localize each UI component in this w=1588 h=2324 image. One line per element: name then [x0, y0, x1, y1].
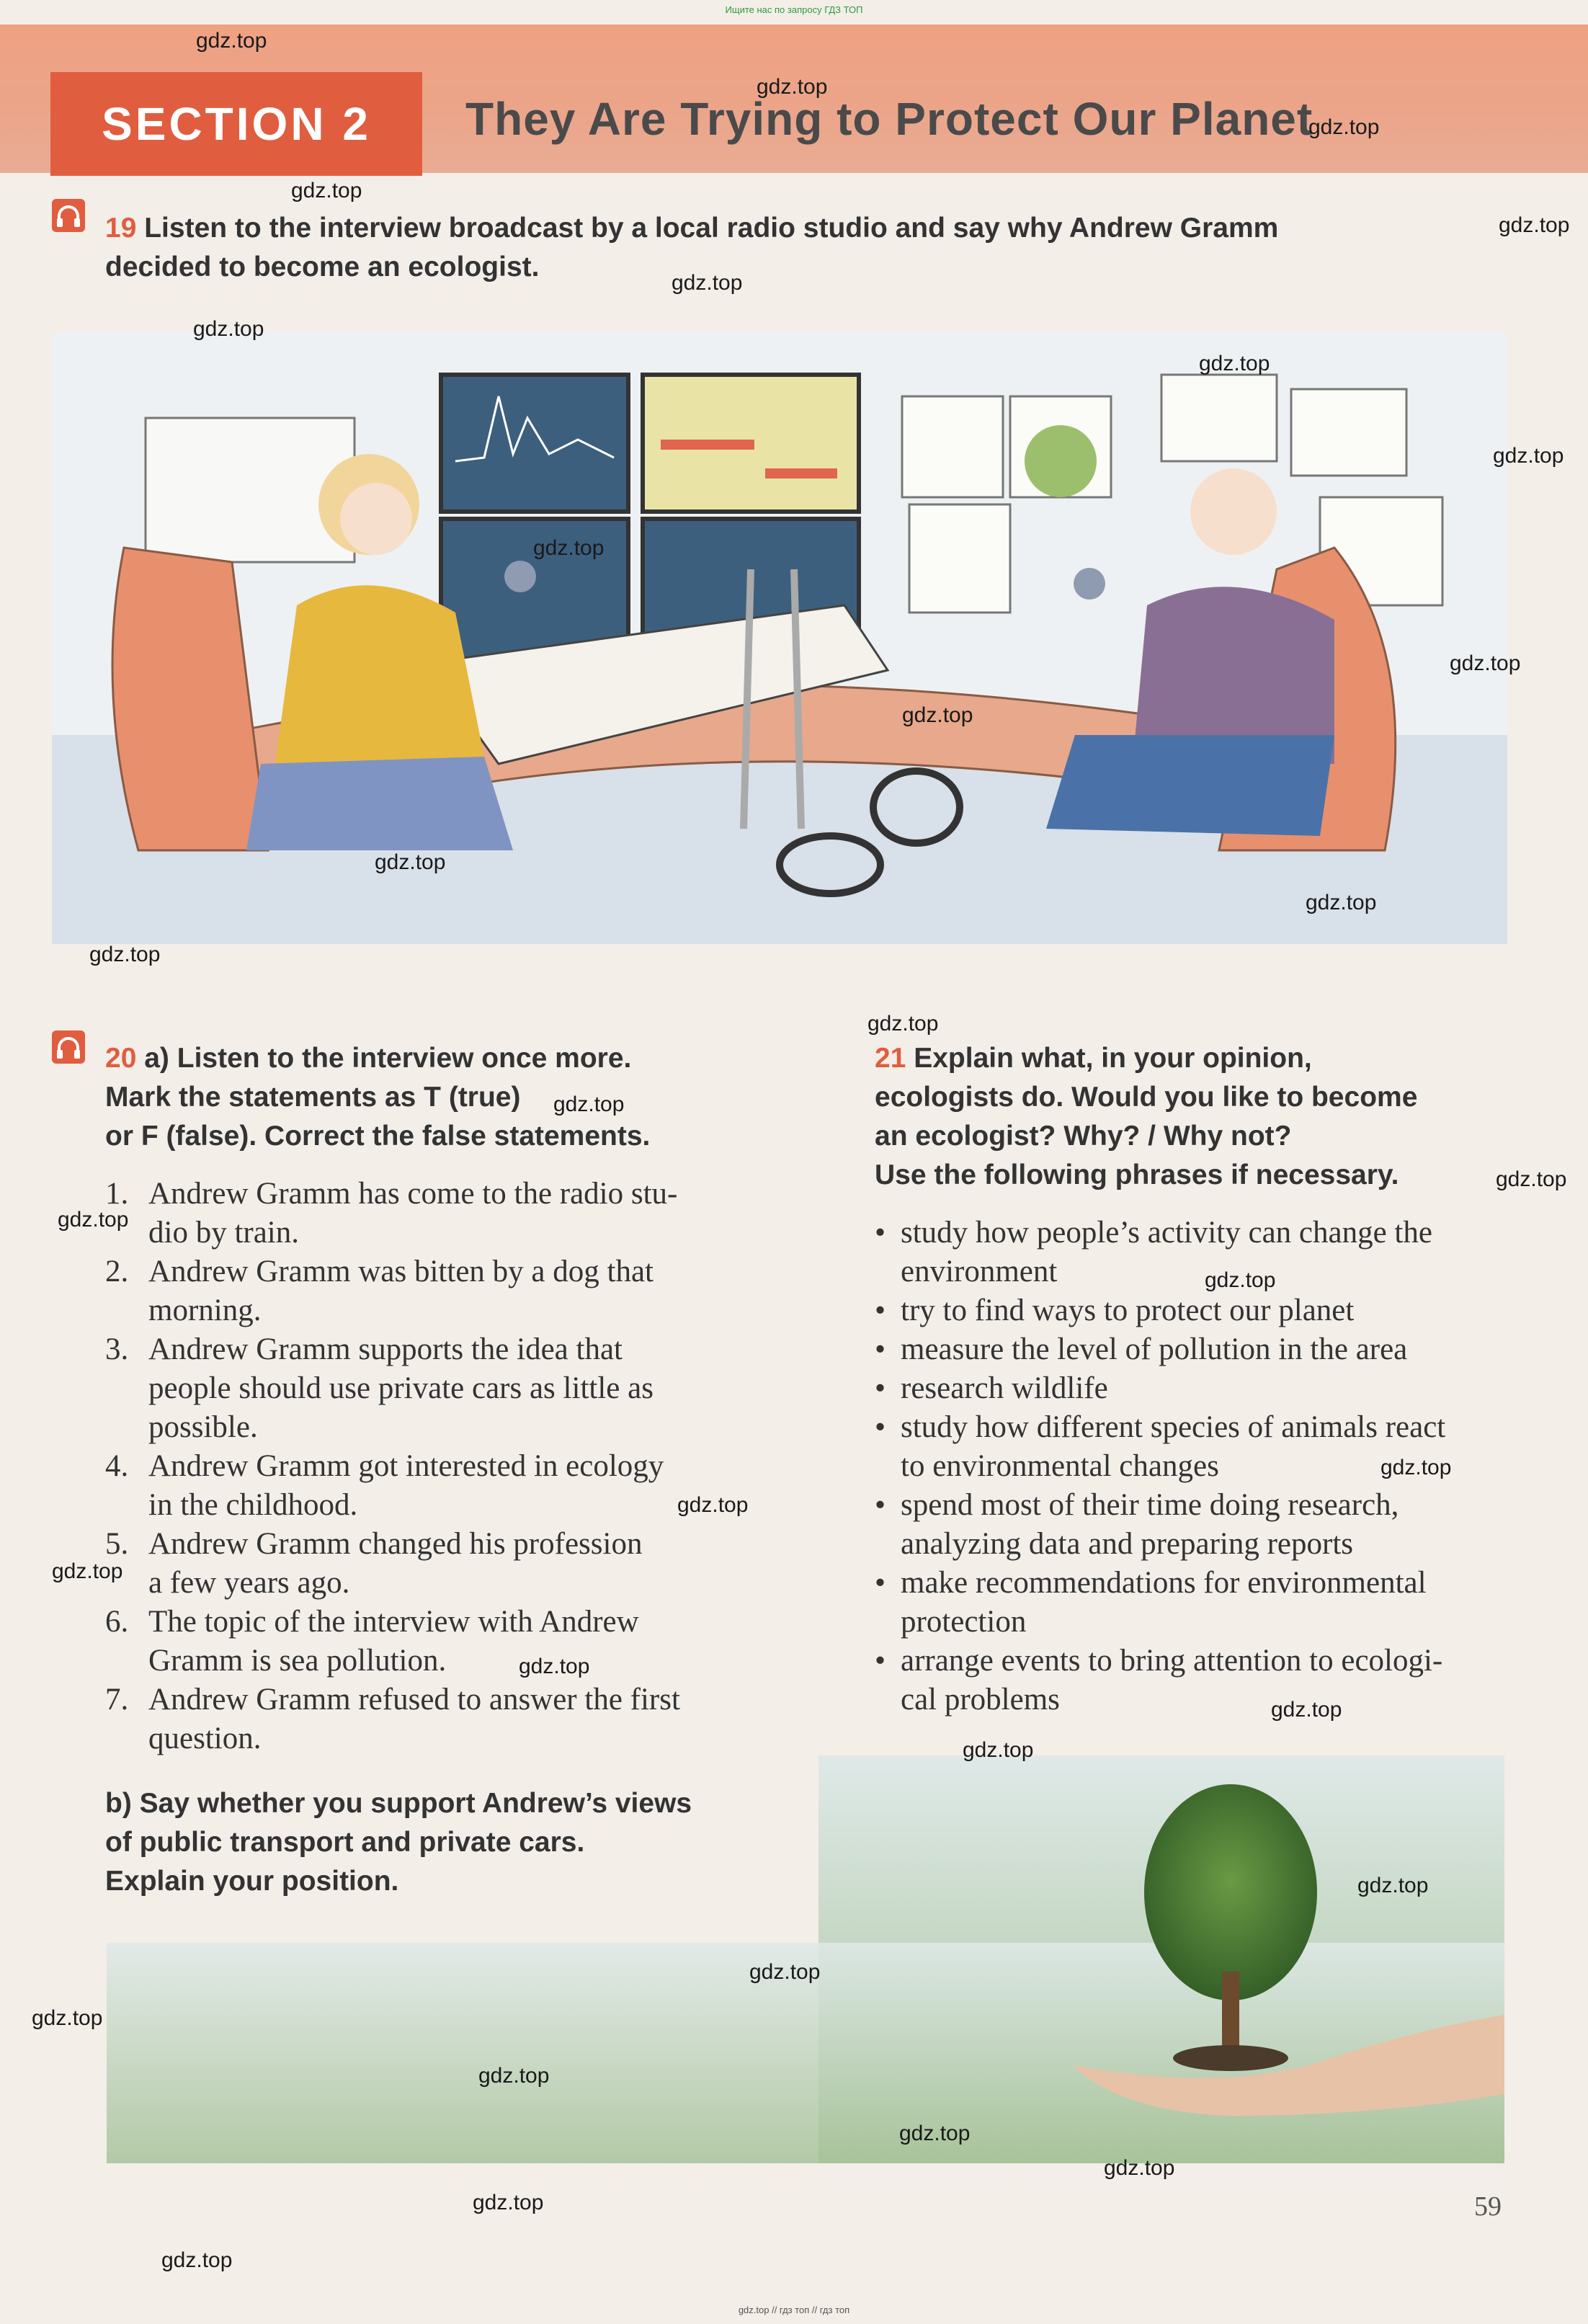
watermark: gdz.top	[196, 29, 267, 53]
watermark: gdz.top	[519, 1655, 590, 1678]
phrase-4: • research wildlife	[875, 1369, 1509, 1408]
task-20-number: 20	[105, 1043, 137, 1074]
phrase-1: • study how people’s activity can change the environment	[875, 1214, 1509, 1291]
watermark: gdz.top	[902, 703, 973, 727]
watermark: gdz.top	[1104, 2156, 1175, 2180]
watermark: gdz.top	[473, 2191, 544, 2214]
task-21-line2: ecologists do. Would you like to become	[875, 1082, 1418, 1113]
statement-5: 5. Andrew Gramm changed his profession a few years ago.	[105, 1527, 643, 1600]
task-21-line4: Use the following phrases if necessary.	[875, 1159, 1399, 1190]
watermark: gdz.top	[1357, 1874, 1429, 1897]
statement-2: 2. Andrew Gramm was bitten by a dog that morning.	[105, 1255, 654, 1327]
watermark: gdz.top	[1450, 651, 1521, 675]
page-title: They Are Trying to Protect Our Planet	[465, 93, 1313, 145]
watermark: gdz.top	[1496, 1167, 1567, 1191]
watermark: gdz.top	[193, 317, 264, 341]
watermark: gdz.top	[533, 536, 605, 560]
task-21-line3: an ecologist? Why? / Why not?	[875, 1121, 1292, 1152]
task-19-line2: decided to become an ecologist.	[105, 251, 540, 282]
watermark: gdz.top	[52, 1559, 123, 1583]
phrase-5: • study how different species of animals react to environmental changes	[875, 1408, 1509, 1486]
tree-in-hand-photo	[107, 1755, 1504, 2163]
phrase-2: • try to find ways to protect our planet	[875, 1291, 1509, 1330]
phrase-7: • make recommendations for environmental protection	[875, 1564, 1509, 1642]
bottom-note: gdz.top // гдз топ // гдз топ	[738, 2305, 850, 2315]
task-20b-line3: Explain your position.	[105, 1866, 399, 1897]
radio-studio-illustration	[52, 331, 1507, 944]
watermark: gdz.top	[1199, 352, 1270, 375]
watermark: gdz.top	[89, 943, 161, 966]
task-21-number: 21	[875, 1043, 906, 1074]
watermark: gdz.top	[672, 271, 743, 295]
task-21-line1: Explain what, in your opinion,	[914, 1043, 1312, 1074]
watermark: gdz.top	[677, 1493, 749, 1517]
watermark: gdz.top	[867, 1012, 939, 1036]
statements-list	[105, 1175, 739, 1758]
watermark: gdz.top	[749, 1960, 821, 1984]
task-21-instruction	[875, 1039, 1509, 1195]
statement-1: 1. Andrew Gramm has come to the radio stu- dio by train.	[105, 1177, 678, 1250]
watermark: gdz.top	[1306, 891, 1377, 914]
watermark: gdz.top	[963, 1738, 1034, 1762]
watermark: gdz.top	[32, 2006, 103, 2030]
watermark: gdz.top	[478, 2064, 550, 2088]
phrase-6: • spend most of their time doing research, analyzing data and preparing reports	[875, 1486, 1509, 1564]
task-19-line1: Listen to the interview broadcast by a local radio studio and say why Andrew Gramm	[144, 213, 1279, 244]
watermark: gdz.top	[291, 179, 362, 202]
task-20-instruction	[105, 1039, 754, 1156]
watermark: gdz.top	[1380, 1456, 1452, 1479]
task-20b-line2: of public transport and private cars.	[105, 1827, 585, 1858]
top-note: Ищите нас по запросу ГДЗ ТОП	[725, 4, 863, 15]
watermark: gdz.top	[757, 75, 828, 99]
watermark: gdz.top	[1499, 213, 1570, 237]
section-label: SECTION 2	[50, 72, 422, 176]
page-number: 59	[1474, 2191, 1502, 2222]
task-20-line3: or F (false). Correct the false statements.	[105, 1121, 651, 1152]
headphones-icon	[52, 199, 85, 232]
watermark: gdz.top	[1493, 444, 1564, 468]
watermark: gdz.top	[1205, 1268, 1276, 1292]
watermark: gdz.top	[553, 1092, 625, 1116]
watermark: gdz.top	[1308, 115, 1380, 139]
watermark: gdz.top	[1271, 1698, 1342, 1722]
watermark: gdz.top	[375, 850, 446, 874]
watermark: gdz.top	[161, 2248, 233, 2272]
task-19-number: 19	[105, 213, 137, 244]
watermark: gdz.top	[899, 2122, 971, 2145]
watermark: gdz.top	[58, 1208, 129, 1232]
statement-3: 3. Andrew Gramm supports the idea that people should use private cars as little as possible.	[105, 1332, 654, 1444]
phrase-3: • measure the level of pollution in the area	[875, 1330, 1509, 1369]
phrase-8: • arrange events to bring attention to ecologi- cal problems	[875, 1642, 1509, 1719]
statement-7: 7. Andrew Gramm refused to answer the first question.	[105, 1683, 680, 1755]
statement-4: 4. Andrew Gramm got interested in ecology in the childhood.	[105, 1449, 664, 1522]
task-20-line2: Mark the statements as T (true)	[105, 1082, 521, 1113]
headphones-icon-task20	[52, 1030, 85, 1064]
task-20b-line1: b) Say whether you support Andrew’s views	[105, 1788, 692, 1819]
statement-6: 6. The topic of the interview with Andrew Gramm is sea pollution.	[105, 1605, 639, 1678]
task-20-line1: a) Listen to the interview once more.	[144, 1043, 632, 1074]
